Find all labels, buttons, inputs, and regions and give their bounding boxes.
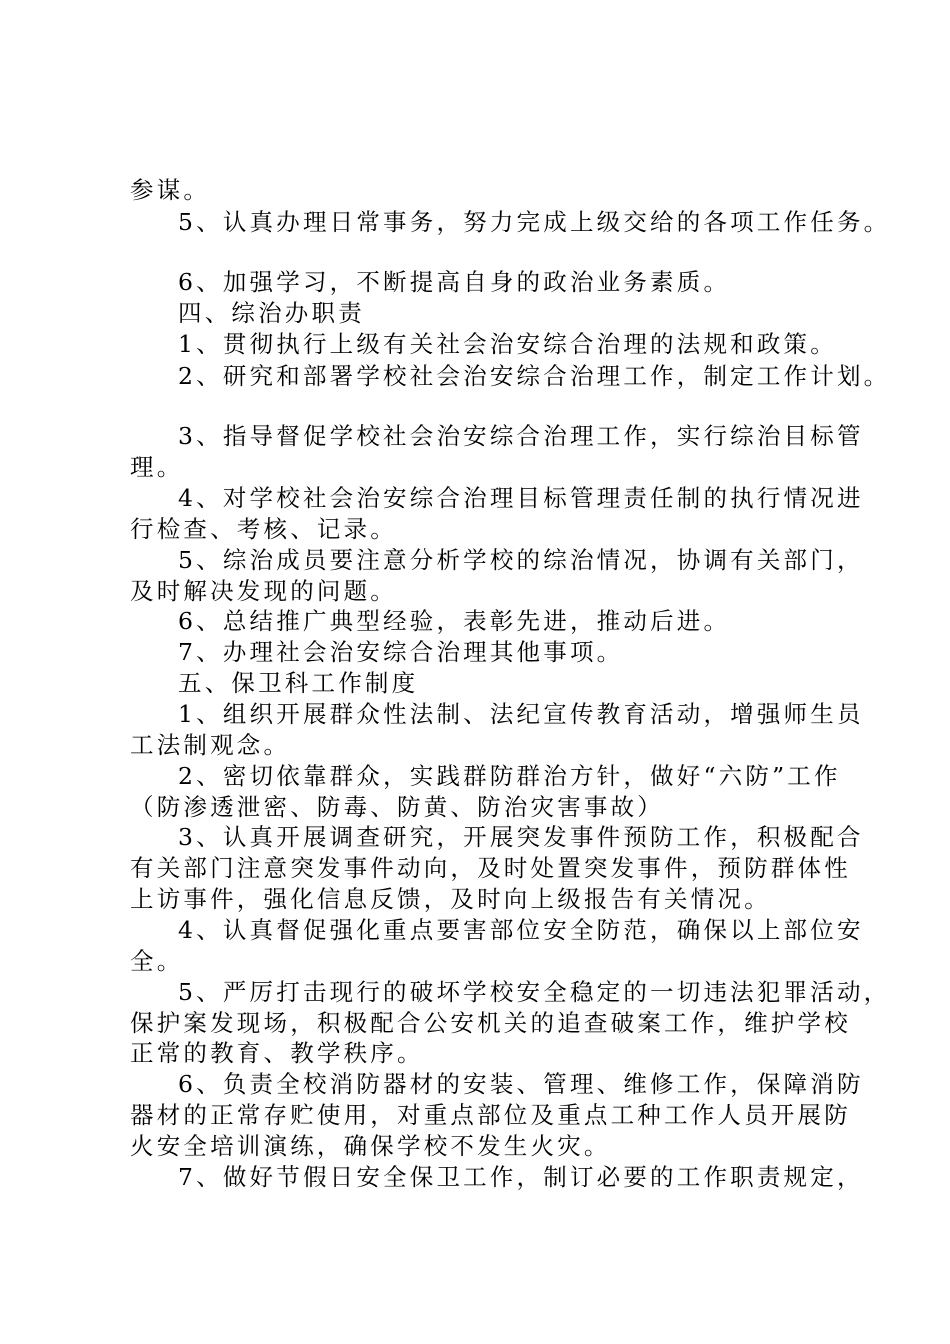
text-line: 2、研究和部署学校社会治安综合治理工作，制定工作计划。 [178,362,891,390]
text-line: 1、贯彻执行上级有关社会治安综合治理的法规和政策。 [178,330,837,358]
text-line: 行检查、考核、记录。 [130,515,397,543]
text-line: 正常的教育、教学秩序。 [130,1039,424,1067]
text-line: 7、办理社会治安综合治理其他事项。 [178,638,624,666]
section-heading: 五、保卫科工作制度 [178,669,419,697]
section-heading: 四、综治办职责 [178,299,365,327]
text-line: 3、认真开展调查研究，开展突发事件预防工作，积极配合 [178,823,864,851]
text-line: 保护案发现场，积极配合公安机关的追查破案工作，维护学校 [130,1009,851,1037]
text-line: 1、组织开展群众性法制、法纪宣传教育活动，增强师生员 [178,700,864,728]
text-line: 6、总结推广典型经验，表彰先进，推动后进。 [178,607,731,635]
text-line: 工法制观念。 [130,731,291,759]
text-line: 6、加强学习，不断提高自身的政治业务素质。 [178,268,731,296]
text-line: 理。 [130,453,184,481]
text-line: 5、认真办理日常事务，努力完成上级交给的各项工作任务。 [178,208,891,236]
text-line: 3、指导督促学校社会治安综合治理工作，实行综治目标管 [178,422,864,450]
text-line: 5、严厉打击现行的破坏学校安全稳定的一切违法犯罪活动， [178,978,891,1006]
text-line: 4、认真督促强化重点要害部位安全防范，确保以上部位安 [178,916,864,944]
text-line: （防渗透泄密、防毒、防黄、防治灾害事故） [130,793,664,821]
text-line: 2、密切依靠群众，实践群防群治方针，做好“六防”工作 [178,762,841,790]
text-line: 4、对学校社会治安综合治理目标管理责任制的执行情况进 [178,484,864,512]
text-line: 有关部门注意突发事件动向，及时处置突发事件，预防群体性 [130,854,851,882]
text-line: 火安全培训演练，确保学校不发生火灾。 [130,1132,611,1160]
text-line: 6、负责全校消防器材的安装、管理、维修工作，保障消防 [178,1070,864,1098]
text-line: 参谋。 [130,176,211,204]
text-line: 5、综治成员要注意分析学校的综治情况，协调有关部门， [178,546,864,574]
text-line: 7、做好节假日安全保卫工作，制订必要的工作职责规定， [178,1163,864,1191]
text-line: 器材的正常存贮使用，对重点部位及重点工种工作人员开展防 [130,1101,851,1129]
text-line: 全。 [130,947,184,975]
text-line: 上访事件，强化信息反馈，及时向上级报告有关情况。 [130,885,771,913]
text-line: 及时解决发现的问题。 [130,577,397,605]
